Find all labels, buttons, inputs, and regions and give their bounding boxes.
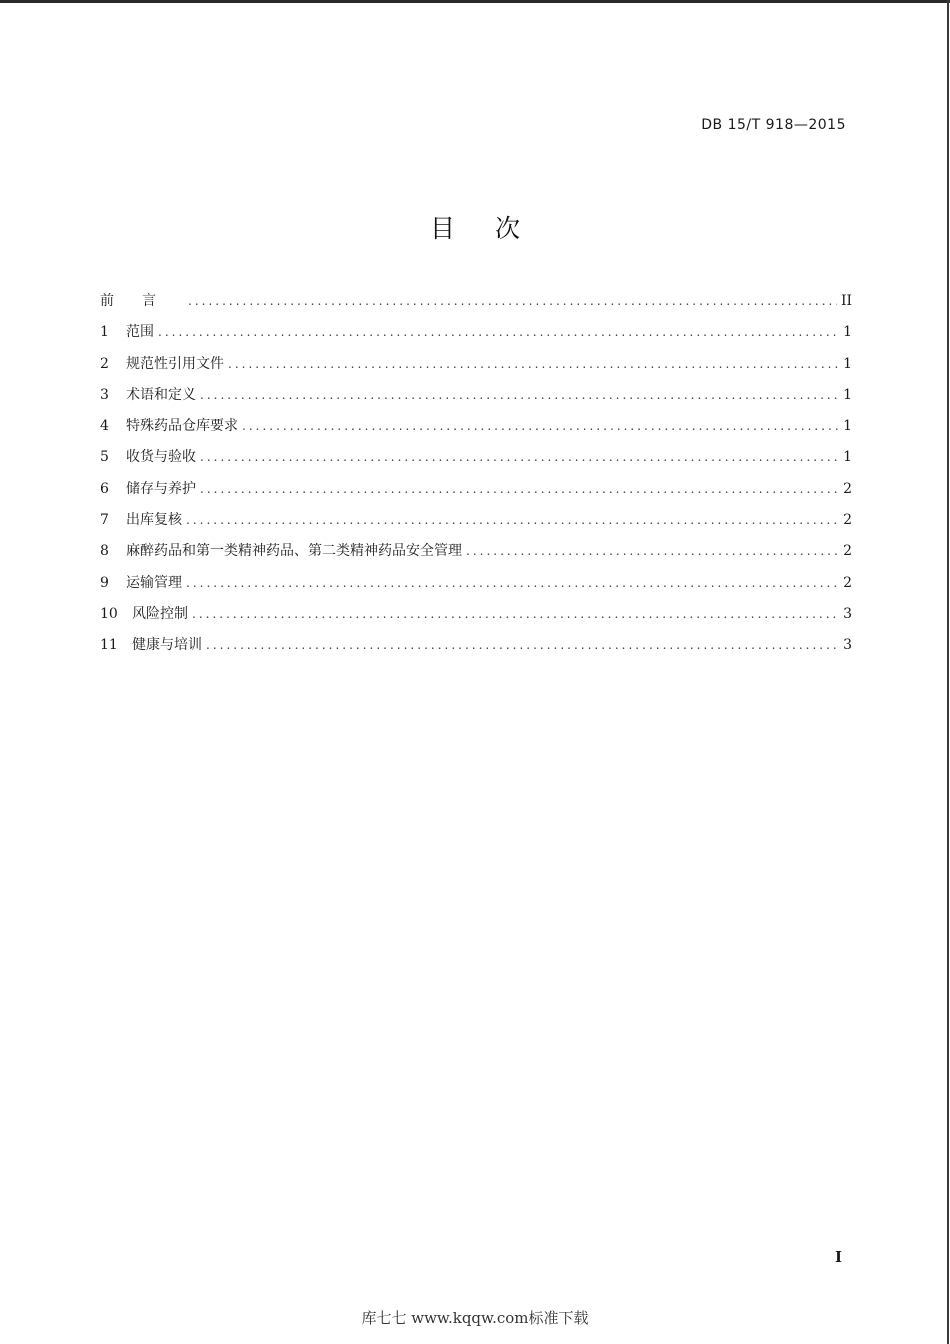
toc-entry-page: 1 [843, 449, 852, 466]
toc-leader-dots [200, 482, 838, 496]
toc-entry-3[interactable] [100, 384, 852, 415]
toc-entry-label: 收货与验收 [126, 449, 196, 466]
table-of-contents [100, 290, 852, 666]
page-number: I [834, 1248, 842, 1266]
watermark-text: 库七七 www.kqqw.com标准下载 [361, 1309, 589, 1327]
toc-entry-page: 2 [843, 512, 852, 529]
toc-entry-number: 11 [100, 637, 118, 654]
toc-entry-label: 风险控制 [132, 605, 188, 622]
toc-entry-1[interactable] [100, 321, 852, 352]
toc-entry-page: 2 [843, 543, 852, 560]
toc-entry-label: 运输管理 [126, 574, 182, 591]
toc-entry-9[interactable] [100, 572, 852, 603]
toc-leader-dots [206, 638, 838, 652]
toc-entry-label: 储存与养护 [126, 480, 196, 497]
toc-entry-7[interactable] [100, 509, 852, 540]
toc-entry-page: II [840, 293, 852, 309]
toc-entry-page: 1 [843, 386, 852, 403]
toc-entry-number: 2 [100, 355, 109, 372]
toc-entry-label: 出库复核 [126, 512, 182, 529]
toc-entry-2[interactable] [100, 353, 852, 384]
toc-entry-page: 1 [843, 324, 852, 341]
document-code: DB 15/T 918—2015 [701, 117, 846, 133]
toc-entry-5[interactable] [100, 446, 852, 477]
toc-leader-dots [228, 357, 838, 371]
toc-entry-10[interactable] [100, 603, 852, 634]
toc-leader-dots [186, 513, 838, 527]
toc-entry-number: 4 [100, 418, 109, 435]
toc-entry-label: 术语和定义 [126, 386, 196, 403]
right-border-line [947, 0, 949, 1344]
toc-entry-label: 麻醉药品和第一类精神药品、第二类精神药品安全管理 [126, 543, 462, 560]
toc-leader-dots [242, 419, 838, 433]
toc-entry-page: 2 [843, 574, 852, 591]
toc-entry-label: 前言 [100, 293, 184, 309]
toc-leader-dots [192, 607, 838, 621]
toc-entry-foreword[interactable] [100, 290, 852, 321]
toc-leader-dots [200, 450, 838, 464]
toc-entry-label: 特殊药品仓库要求 [126, 418, 238, 435]
toc-entry-number: 7 [100, 512, 109, 529]
page-title: 目次 [429, 214, 560, 243]
toc-entry-8[interactable] [100, 540, 852, 571]
toc-entry-label: 规范性引用文件 [126, 355, 224, 372]
toc-entry-number: 1 [100, 324, 109, 341]
toc-leader-dots [186, 576, 838, 590]
toc-leader-dots [188, 294, 837, 308]
toc-entry-number: 5 [100, 449, 109, 466]
toc-entry-page: 1 [843, 355, 852, 372]
toc-leader-dots [200, 388, 838, 402]
toc-leader-dots [466, 544, 838, 558]
toc-entry-page: 1 [843, 418, 852, 435]
toc-entry-page: 3 [843, 637, 852, 654]
toc-leader-dots [158, 325, 838, 339]
toc-entry-number: 3 [100, 386, 109, 403]
top-border-line [0, 0, 950, 3]
toc-entry-label: 范围 [126, 324, 154, 341]
toc-entry-page: 2 [843, 480, 852, 497]
toc-entry-number: 6 [100, 480, 109, 497]
toc-entry-11[interactable] [100, 634, 852, 665]
toc-entry-number: 10 [100, 605, 118, 622]
toc-entry-page: 3 [843, 605, 852, 622]
toc-entry-6[interactable] [100, 478, 852, 509]
toc-entry-label: 健康与培训 [132, 637, 202, 654]
toc-entry-number: 8 [100, 543, 109, 560]
toc-entry-number: 9 [100, 574, 109, 591]
toc-entry-4[interactable] [100, 415, 852, 446]
